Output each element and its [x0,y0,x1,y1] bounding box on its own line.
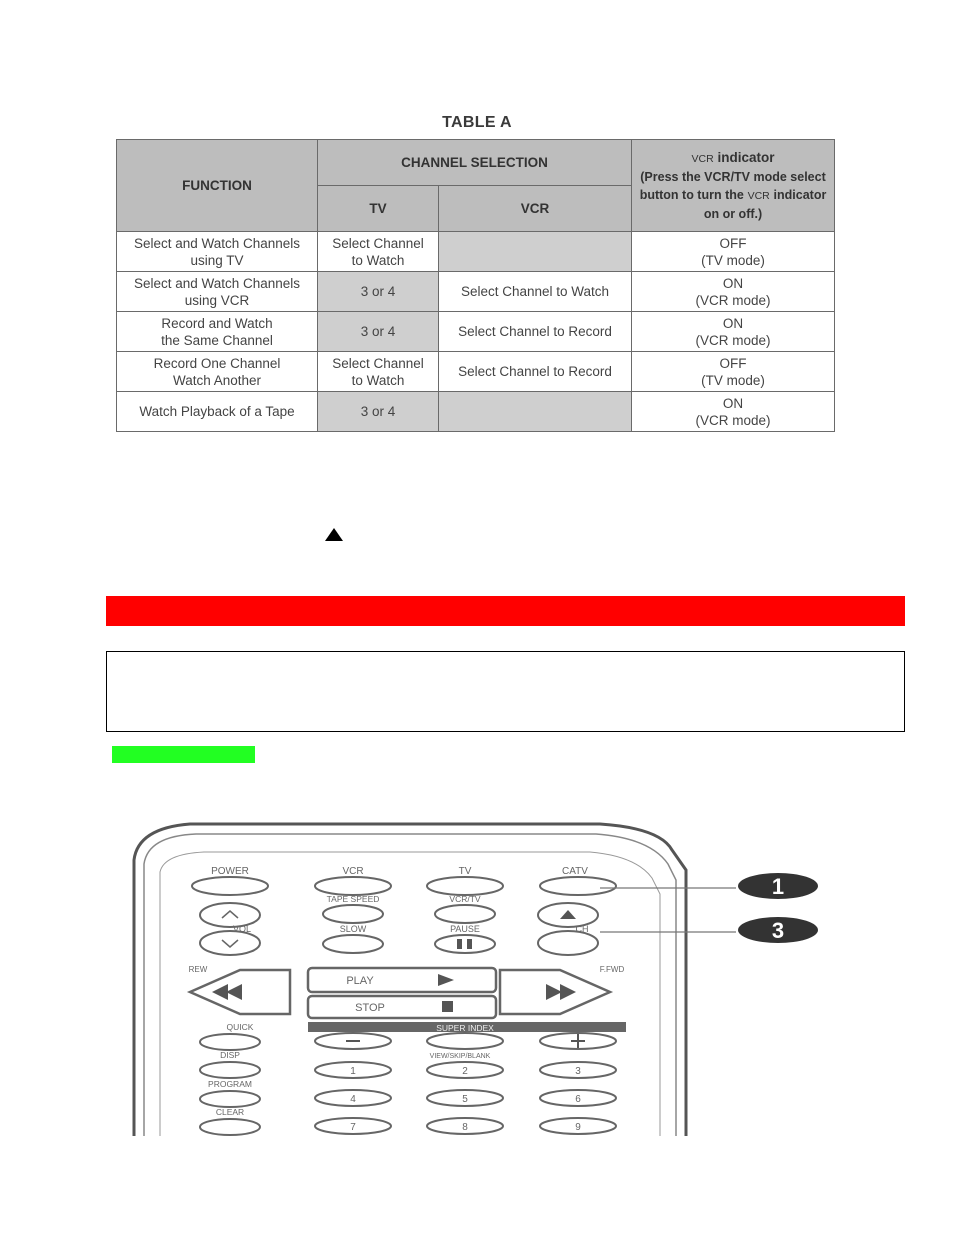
ffwd-label: F.FWD [599,965,625,974]
number-1-label: 1 [350,1066,356,1077]
row-indicator: OFF (TV mode) [632,352,835,392]
row-tv: Select Channel to Watch [318,352,439,392]
number-8-label: 8 [462,1122,468,1133]
disp-label: DISP [220,1050,240,1060]
row-indicator: OFF (TV mode) [632,232,835,272]
number-7-label: 7 [350,1122,356,1133]
header-indicator [632,140,835,232]
power-button[interactable] [192,877,268,895]
row-function: Watch Playback of a Tape [117,392,318,432]
row-vcr [439,392,632,432]
disp-button[interactable] [200,1062,260,1078]
row-indicator: ON (VCR mode) [632,392,835,432]
table-row [117,392,835,432]
quick-button[interactable] [200,1034,260,1050]
header-indicator-note-end: indicator on or off.) [703,187,827,221]
ch-down-button[interactable] [538,931,598,955]
pause-label: PAUSE [450,924,480,934]
table-row [117,312,835,352]
super-index-label: SUPER INDEX [436,1023,494,1033]
row-tv: 3 or 4 [318,392,439,432]
vcr-label: VCR [342,866,364,877]
callout-3-number: 3 [771,918,785,943]
table-a [116,112,838,436]
vol-down-button[interactable] [200,931,260,955]
catv-button[interactable] [540,877,616,895]
row-vcr: Select Channel to Record [439,312,632,352]
number-2-label: 2 [462,1066,468,1077]
catv-label: CATV [562,866,588,877]
row-function: Record One Channel Watch Another [117,352,318,392]
header-function: FUNCTION [117,140,318,232]
tape-speed-button[interactable] [323,905,383,923]
play-button[interactable] [308,968,496,992]
row-vcr [439,232,632,272]
quick-label: QUICK [226,1022,254,1032]
row-tv: 3 or 4 [318,272,439,312]
header-tv: TV [318,186,439,232]
row-tv: Select Channel to Watch [318,232,439,272]
number-6-label: 6 [575,1094,581,1105]
red-section-bar [106,596,905,626]
tape-speed-label: TAPE SPEED [326,894,380,904]
stop-button[interactable] [308,996,496,1018]
number-4-label: 4 [350,1094,356,1105]
row-indicator: ON (VCR mode) [632,312,835,352]
header-channel-selection: CHANNEL SELECTION [318,140,632,186]
row-function: Select and Watch Channels using VCR [117,272,318,312]
row-indicator: ON (VCR mode) [632,272,835,312]
ch-label: CH [575,924,589,934]
vol-label: VOL [232,924,252,934]
number-3-label: 3 [575,1066,581,1077]
power-label: POWER [211,866,249,877]
pause-button[interactable] [435,935,495,953]
play-label: PLAY [346,975,374,987]
table-row [117,232,835,272]
table-title: TABLE A [442,114,512,131]
row-vcr: Select Channel to Record [439,352,632,392]
callout-1-number: 1 [771,874,785,899]
vcrtv-label: VCR/TV [449,894,481,904]
tv-label: TV [458,866,472,877]
row-function: Record and Watch the Same Channel [117,312,318,352]
header-indicator-label: indicator [717,149,775,165]
note-box [106,651,905,732]
header-indicator-note-vcr: VCR [747,189,770,202]
green-highlight-bar [112,746,255,763]
tv-button[interactable] [427,877,503,895]
header-vcr: VCR [439,186,632,232]
slow-label: SLOW [339,924,367,934]
clear-button[interactable] [200,1119,260,1135]
row-function: Select and Watch Channels using TV [117,232,318,272]
header-indicator-note: (Press the VCR/TV mode select button to turn the [639,169,826,202]
row-tv: 3 or 4 [318,312,439,352]
triangle-up-icon [324,528,344,542]
row-vcr: Select Channel to Watch [439,272,632,312]
channel-table [116,139,835,432]
number-9-label: 9 [575,1122,581,1133]
remote-control-illustration [120,820,840,1136]
stop-label: STOP [355,1002,385,1014]
vcr-button[interactable] [315,877,391,895]
clear-label: CLEAR [215,1107,245,1117]
program-button[interactable] [200,1091,260,1107]
index-label: VIEW/SKIP/BLANK [429,1053,491,1060]
table-row [117,352,835,392]
header-indicator-vcr: VCR [691,152,714,165]
rew-label: REW [188,965,208,974]
program-label: PROGRAM [208,1079,252,1089]
number-5-label: 5 [462,1094,468,1105]
index-blank-button[interactable] [427,1033,503,1049]
slow-button[interactable] [323,935,383,953]
vcrtv-button[interactable] [435,905,495,923]
table-row [117,272,835,312]
